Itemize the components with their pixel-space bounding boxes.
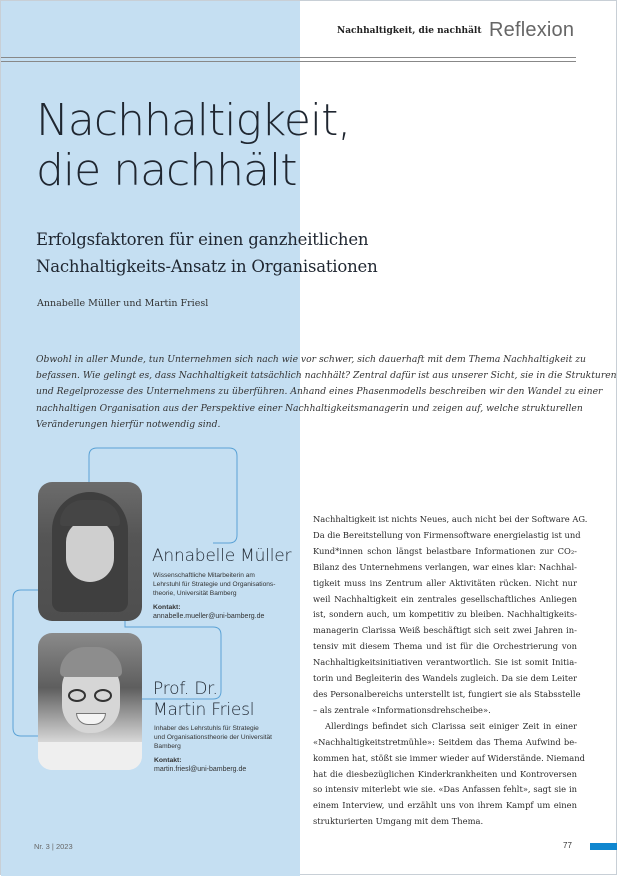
subtitle-line: Nachhaltigkeits-Ansatz in Organisationen (36, 257, 378, 276)
author-name: Annabelle Müller (152, 546, 292, 566)
author-photo-annabelle-mueller (38, 482, 142, 621)
page-accent-bar (590, 843, 617, 850)
abstract-line: befassen. Wie gelingt es, dass Nachhaltigkeit tatsächlich nachhält? Zentral dafür ist aus unserer Sicht, sie in die Strukturen (36, 370, 617, 382)
title-line: die nachhält (36, 145, 297, 196)
body-line: Kund*innen schon längst belastbare Informationen zur CO₂- (313, 545, 577, 556)
body-line: Da die Bereitstellung von Firmensoftware energielastig ist und (313, 529, 581, 540)
issue-number: Nr. 3 | 2023 (34, 842, 73, 851)
body-line: – als zentrale «Informationsdrehscheibe». (313, 704, 491, 715)
body-line: Bilanz des Unternehmens verlangen, war eines klar: Nachhal- (313, 561, 577, 572)
author-photo-martin-friesl (38, 633, 142, 770)
body-line: Nachhaltigkeitsinitiativen verantwortlich. Sie ist somit Initia- (313, 657, 577, 668)
body-line: ist, sondern auch, um kompetitiv zu bleiben. Nachhaltigkeits- (313, 609, 577, 620)
abstract-line: und Regelprozesse des Unternehmens zu überführen. Anhand eines Phasenmodells beschreiben wir den Wandel zu einer (36, 386, 603, 398)
article-authors: Annabelle Müller und Martin Friesl (37, 298, 209, 309)
article-body (313, 512, 588, 830)
body-line: tensiv mit diesem Thema und ist für die Orchestrierung von (313, 641, 577, 652)
page-number: 77 (563, 841, 572, 850)
body-line: strukturierten Umgang mit dem Thema. (313, 816, 484, 827)
body-line: «Nachhaltigkeitstretmühle»: Seitdem das Thema Aufwind be- (313, 736, 577, 747)
body-line: weil Nachhaltigkeit ein zentrales gesellschaftliches Anliegen (313, 593, 577, 604)
author-bio: Wissenschaftliche Mitarbeiterin am Lehrstuhl für Strategie und Organisations- theorie, Universität Bamberg (153, 572, 276, 597)
subtitle-line: Erfolgsfaktoren für einen ganzheitlichen (36, 230, 369, 249)
running-title: Nachhaltigkeit, die nachhält (337, 26, 482, 36)
body-line: so intensiv miterlebt wie sie. «Das Anfassen fehlt», sagt sie in (313, 784, 577, 795)
contact-label: Kontakt: (154, 757, 182, 764)
title-line: Nachhaltigkeit, (36, 95, 351, 146)
body-line: einem Interview, und erzählt uns von ihrem Kampf um einen (313, 800, 577, 811)
abstract-line: Obwohl in aller Munde, tun Unternehmen sich nach wie vor schwer, sich dauerhaft mit dem Thema Nachhaltigkeit zu (36, 354, 586, 365)
author-email-link[interactable]: martin.friesl@uni-bamberg.de (154, 766, 247, 773)
body-line: kommen hat, stößt sie immer wieder auf Widerstände. Niemand (313, 752, 585, 763)
abstract-line: nachhaltigen Organisation aus der Perspektive einer Nachhaltigkeitsmanagerin und zeigen auf, welche strukturellen (36, 402, 583, 414)
author-name: Prof. Dr. Martin Friesl (153, 679, 255, 720)
body-line: torin und Begleiterin des Wandels zugleich. Da sie dem Leiter (313, 673, 577, 684)
contact-label: Kontakt: (153, 604, 181, 611)
abstract-line: Veränderungen hierfür notwendig sind. (36, 418, 221, 430)
body-line: des Personalbereichs unterstellt ist, fungiert sie als Stabsstelle (313, 688, 581, 699)
author-bio: Inhaber des Lehrstuhls für Strategie und Organisationstheorie der Universität Bamberg (154, 725, 273, 750)
author-email-link[interactable]: annabelle.mueller@uni-bamberg.de (153, 613, 265, 620)
body-line: Allerdings befindet sich Clarissa seit einiger Zeit in einer (325, 720, 577, 731)
body-line: managerin Clarissa Weiß beschäftigt sich seit zwei Jahren in- (313, 625, 577, 636)
body-line: hat die diesbezüglichen Kinderkrankheiten und Kontroversen (313, 768, 577, 779)
section-label: Reflexion (489, 19, 575, 41)
body-line: Nachhaltigkeit ist nichts Neues, auch nicht bei der Software AG. (313, 514, 588, 524)
body-line: tigkeit muss ins Zentrum aller Aktivitäten rücken. Nicht nur (313, 577, 577, 588)
